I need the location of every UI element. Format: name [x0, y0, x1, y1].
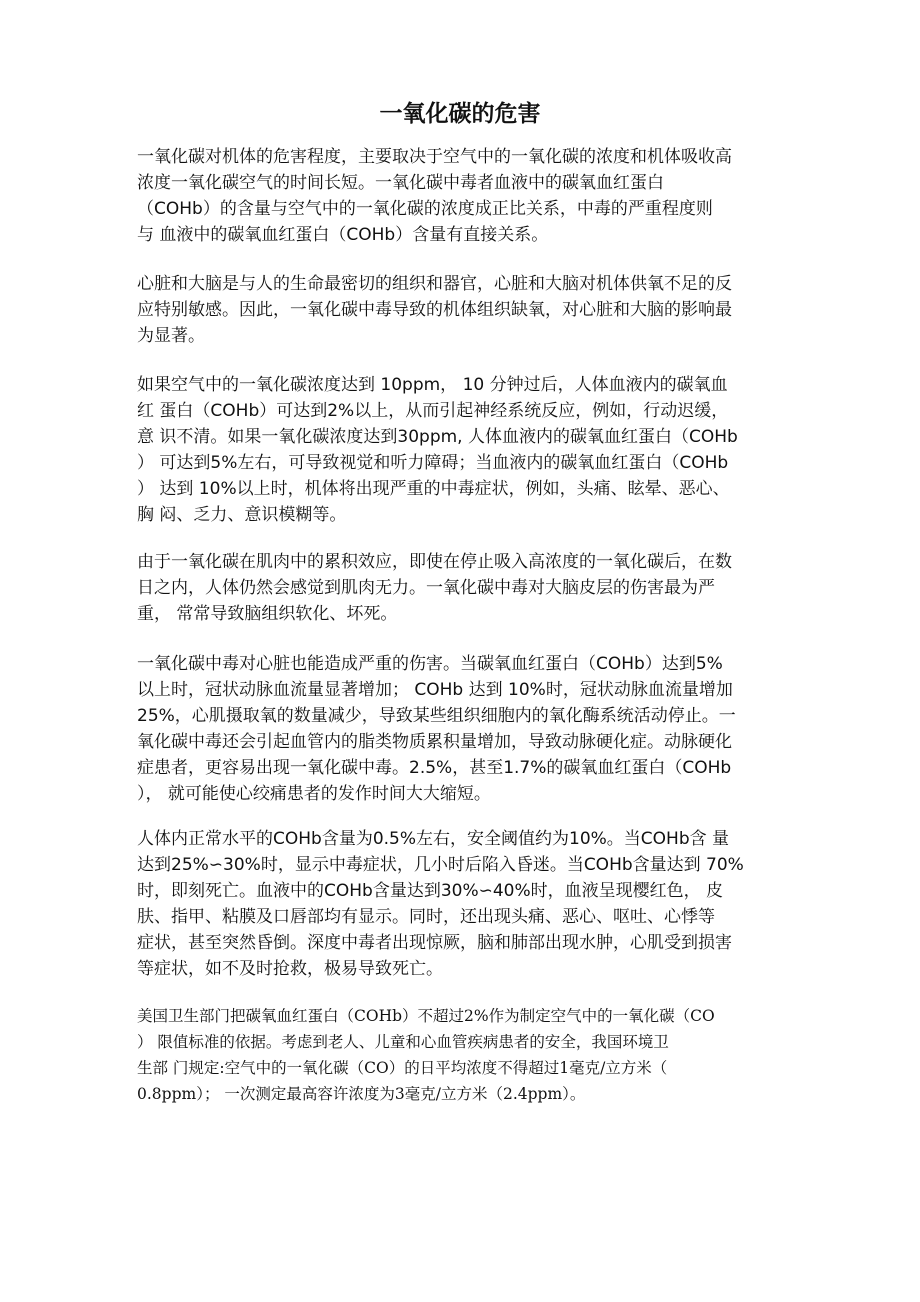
text-line: 症状，甚至突然昏倒。深度中毒者出现惊厥，脑和肺部出现水肿，心肌受到损害 — [137, 933, 732, 953]
text-line: 一氧化碳中毒对心脏也能造成严重的伤害。当碳氧血红蛋白（COHb）达到5% — [137, 654, 723, 674]
text-line: 由于一氧化碳在肌肉中的累积效应，即使在停止吸入高浓度的一氧化碳后，在数 — [137, 552, 732, 572]
text-line: 美国卫生部门把碳氧血红蛋白（COHb）不超过2%作为制定空气中的一氧化碳（CO — [137, 1007, 715, 1025]
paragraph-6 — [137, 826, 789, 982]
text-line: （COHb）的含量与空气中的一氧化碳的浓度成正比关系，中毒的严重程度则 — [137, 199, 713, 219]
text-line: 时，即刻死亡。血液中的COHb含量达到30%∽40%时，血液呈现樱红色， 皮 — [137, 881, 724, 901]
text-line: 浓度一氧化碳空气的时间长短。一氧化碳中毒者血液中的碳氧血红蛋白 — [137, 173, 664, 193]
paragraph-3 — [137, 372, 789, 528]
text-line: 0.8ppm）； 一次测定最高容许浓度为3毫克/立方米（2.4ppm）。 — [137, 1085, 586, 1103]
text-line: 胸 闷、乏力、意识模糊等。 — [137, 505, 347, 525]
text-line: 以上时，冠状动脉血流量显著增加； COHb 达到 10%时，冠状动脉血流量增加 — [137, 680, 733, 700]
text-line: ） 达到 10%以上时，机体将出现严重的中毒症状，例如，头痛、眩晕、恶心、 — [137, 479, 730, 499]
text-line: 肤、指甲、粘膜及口唇部均有显示。同时，还出现头痛、恶心、呕吐、心悸等 — [137, 907, 715, 927]
text-line: ） 限值标准的依据。考虑到老人、儿童和心血管疾病患者的安全，我国环境卫 — [137, 1033, 669, 1051]
text-line: 红 蛋白（COHb）可达到2%以上，从而引起神经系统反应，例如，行动迟缓， — [137, 401, 729, 421]
text-line: 一氧化碳对机体的危害程度，主要取决于空气中的一氧化碳的浓度和机体吸收高 — [137, 147, 732, 167]
document-title: 一氧化碳的危害 — [379, 101, 541, 127]
paragraph-5 — [137, 651, 789, 807]
text-line: 为显著。 — [137, 326, 205, 346]
text-line: ）， 就可能使心绞痛患者的发作时间大大缩短。 — [137, 784, 491, 804]
text-line: 与 血液中的碳氧血红蛋白（COHb）含量有直接关系。 — [137, 225, 549, 245]
text-line: 心脏和大脑是与人的生命最密切的组织和器官，心脏和大脑对机体供氧不足的反 — [137, 274, 732, 294]
text-line: 日之内，人体仍然会感觉到肌肉无力。一氧化碳中毒对大脑皮层的伤害最为严 — [137, 578, 715, 598]
text-line: 症患者，更容易出现一氧化碳中毒。2.5%，甚至1.7%的碳氧血红蛋白（COHb — [137, 758, 732, 778]
text-line: ） 可达到5%左右，可导致视觉和听力障碍；当血液内的碳氧血红蛋白（COHb — [137, 453, 729, 473]
paragraph-1 — [137, 144, 789, 248]
text-line: 意 识不清。如果一氧化碳浓度达到30ppm, 人体血液内的碳氧血红蛋白（COHb — [137, 427, 738, 447]
text-line: 人体内正常水平的COHb含量为0.5%左右，安全阈值约为10%。当COHb含 量 — [137, 829, 730, 849]
paragraph-2 — [137, 271, 789, 349]
paragraph-7 — [137, 1003, 789, 1107]
paragraph-4 — [137, 549, 789, 627]
text-line: 25%，心肌摄取氧的数量减少，导致某些组织细胞内的氧化酶系统活动停止。一 — [137, 706, 736, 726]
text-line: 重， 常常导致脑组织软化、坏死。 — [137, 604, 398, 624]
text-line: 达到25%∽30%时，显示中毒症状，几小时后陷入昏迷。当COHb含量达到 70% — [137, 855, 744, 875]
text-line: 等症状，如不及时抢救，极易导致死亡。 — [137, 959, 443, 979]
text-line: 应特别敏感。因此，一氧化碳中毒导致的机体组织缺氧，对心脏和大脑的影响最 — [137, 300, 732, 320]
text-line: 生部 门规定:空气中的一氧化碳（CO）的日平均浓度不得超过1毫克/立方米（ — [137, 1059, 668, 1077]
text-line: 如果空气中的一氧化碳浓度达到 10ppm， 10 分钟过后，人体血液内的碳氧血 — [137, 375, 728, 395]
text-line: 氧化碳中毒还会引起血管内的脂类物质累积量增加，导致动脉硬化症。动脉硬化 — [137, 732, 732, 752]
